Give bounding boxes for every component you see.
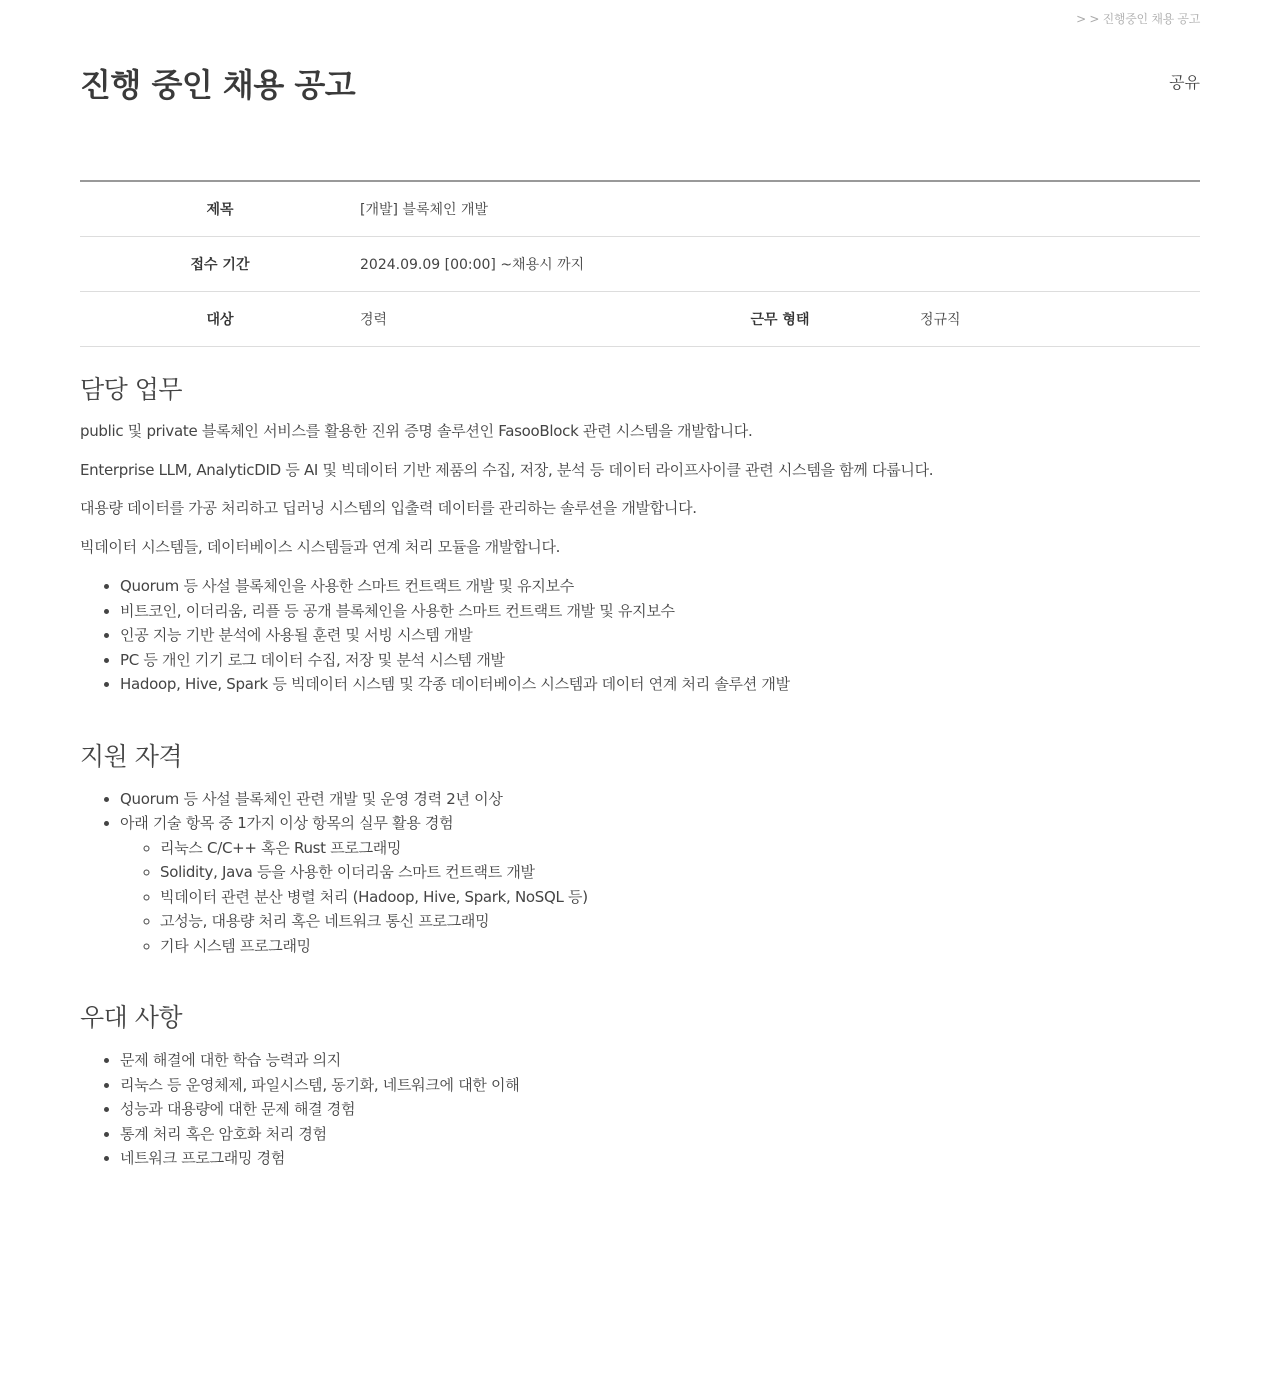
sub-list-item: ◦ 고성능, 대용량 처리 혹은 네트워크 통신 프로그래밍 [160,909,1200,934]
list-item: • 네트워크 프로그래밍 경험 [120,1146,1200,1171]
list-item: • Quorum 등 사설 블록체인을 사용한 스마트 컨트랙트 개발 및 유지보수 [120,574,1200,599]
sub-list-item: ◦ 빅데이터 관련 분산 병렬 처리 (Hadoop, Hive, Spark, NoSQL 등) [160,885,1200,910]
skills-sublist [120,836,1200,959]
sub-list-item: ◦ 기타 시스템 프로그래밍 [160,934,1200,959]
duties-section [80,370,1200,697]
qualifications-heading: 지원 자격 [80,741,183,771]
info-row-period [80,237,1200,292]
list-item: • 인공 지능 기반 분석에 사용될 훈련 및 서빙 시스템 개발 [120,623,1200,648]
list-item: • 리눅스 등 운영체제, 파일시스템, 동기화, 네트워크에 대한 이해 [120,1073,1200,1098]
list-item-label: 아래 기술 항목 중 1가지 이상 항목의 실무 활용 경험 [120,814,454,832]
breadcrumb[interactable]: > > 진행중인 채용 공고 [1076,12,1200,26]
title-label: 제목 [206,202,234,218]
duties-paragraph: public 및 private 블록체인 서비스를 활용한 진위 증명 솔루션인 FasooBlock 관련 시스템을 개발합니다. [80,422,753,440]
page-title: 진행 중인 채용 공고 [80,66,356,104]
job-description [80,370,1200,1171]
sub-list-item: ◦ Solidity, Java 등을 사용한 이더리움 스마트 컨트랙트 개발 [160,860,1200,885]
period-value: 2024.09.09 [00:00] ~채용시 까지 [360,257,585,273]
list-item: • 성능과 대용량에 대한 문제 해결 경험 [120,1097,1200,1122]
duties-list [80,574,1200,697]
share-button[interactable]: 공유 [1169,73,1200,92]
info-row-target [80,292,1200,347]
duties-paragraph: 빅데이터 시스템들, 데이터베이스 시스템들과 연계 처리 모듈을 개발합니다. [80,537,561,556]
preferred-heading: 우대 사항 [80,1003,183,1032]
list-item [120,811,1200,958]
target-value: 경력 [360,312,388,328]
target-label: 대상 [206,312,234,328]
duties-paragraph: Enterprise LLM, AnalyticDID 등 AI 및 빅데이터 기반 제품의 수집, 저장, 분석 등 데이터 라이프사이클 관련 시스템을 함께 다룹니다. [80,460,934,479]
worktype-value: 정규직 [920,312,961,328]
info-row-title [80,182,1200,237]
sub-list-item: ◦ 리눅스 C/C++ 혹은 Rust 프로그래밍 [160,836,1200,861]
duties-paragraph: 대용량 데이터를 가공 처리하고 딥러닝 시스템의 입출력 데이터를 관리하는 솔루션을 개발합니다. [80,499,697,517]
preferred-list [80,1048,1200,1171]
qualifications-list [80,787,1200,959]
qualifications-section [80,737,1200,959]
worktype-label: 근무 형태 [750,312,810,328]
list-item: • 비트코인, 이더리움, 리플 등 공개 블록체인을 사용한 스마트 컨트랙트 개발 및 유지보수 [120,599,1200,624]
duties-heading: 담당 업무 [80,375,183,404]
period-label: 접수 기간 [190,257,250,273]
list-item: • Quorum 등 사설 블록체인 관련 개발 및 운영 경력 2년 이상 [120,787,1200,812]
preferred-section [80,998,1200,1171]
list-item: • PC 등 개인 기기 로그 데이터 수집, 저장 및 분석 시스템 개발 [120,648,1200,673]
list-item: • 문제 해결에 대한 학습 능력과 의지 [120,1048,1200,1073]
list-item: • Hadoop, Hive, Spark 등 빅데이터 시스템 및 각종 데이터베이스 시스템과 데이터 연계 처리 솔루션 개발 [120,672,1200,697]
title-value: [개발] 블록체인 개발 [360,202,489,218]
list-item: • 통계 처리 혹은 암호화 처리 경험 [120,1122,1200,1147]
job-info-table [80,180,1200,347]
